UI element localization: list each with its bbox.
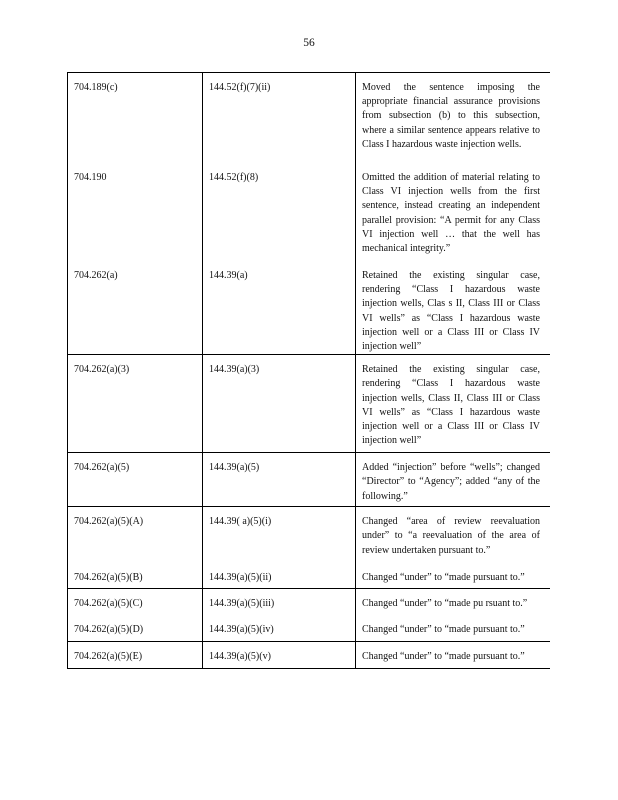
- change-description: Changed “under” to “made pursuant to.”: [362, 651, 525, 663]
- ref-cell: [68, 453, 203, 507]
- il-section-ref: 704.262(a)(5)(D): [74, 624, 144, 636]
- cfr-section-ref: 144.39(a)(5)(iv): [209, 624, 274, 636]
- amendments-table: [67, 72, 550, 669]
- ref-cell: [68, 507, 203, 589]
- description-cell: [356, 453, 551, 507]
- change-description: Retained the existing singular case, rendering “Class I hazardous waste injection wells, Clas s II, Class III or Class VI wells” as “Class I hazardous waste injection well or a Class III or Class IV injection well”: [362, 270, 540, 353]
- ref-cell: [68, 73, 203, 355]
- cfr-cell: [203, 642, 356, 669]
- ref-cell: [68, 355, 203, 453]
- change-description: Changed “under” to “made pursuant to.”: [362, 572, 525, 584]
- cfr-section-ref: 144.39(a)(5)(ii): [209, 572, 272, 584]
- cfr-section-ref: 144.39(a)(5): [209, 462, 260, 474]
- il-section-ref: 704.262(a)(5)(B): [74, 572, 143, 584]
- ref-cell: [68, 642, 203, 669]
- cfr-cell: [203, 453, 356, 507]
- cfr-section-ref: 144.39(a): [209, 270, 248, 281]
- change-description: Changed “under” to “made pursuant to.”: [362, 624, 525, 636]
- change-description: Changed “area of review reevaluation under” to “a reevaluation of the area of review undertaken pursuant to.”: [362, 516, 540, 556]
- table-row: [68, 453, 551, 507]
- il-section-ref: 704.189(c): [74, 82, 118, 93]
- il-section-ref: 704.262(a)(3): [74, 364, 130, 376]
- change-description: Moved the sentence imposing the appropriate financial assurance provisions from subsection (b) to this subsection, where a similar sentence appears relative to Class I hazardous waste injection wells.: [362, 82, 540, 150]
- cfr-section-ref: 144.39( a)(5)(i): [209, 516, 272, 528]
- cfr-section-ref: 144.39(a)(5)(iii): [209, 598, 275, 610]
- ref-cell: [68, 589, 203, 642]
- cfr-section-ref: 144.39(a)(5)(v): [209, 651, 271, 663]
- cfr-section-ref: 144.52(f)(8): [209, 172, 259, 183]
- change-description: Added “injection” before “wells”; changed “Director” to “Agency”; added “any of the following.”: [362, 462, 540, 502]
- table-row: [68, 642, 551, 669]
- change-description: Retained the existing singular case, rendering “Class I hazardous waste injection wells, Class II, Class III or Class VI wells” as “Class I hazardous waste injection well or a Class III or Class IV injection well”: [362, 364, 540, 447]
- description-cell: [356, 507, 551, 589]
- change-description: Changed “under” to “made pu rsuant to.”: [362, 598, 528, 610]
- il-section-ref: 704.262(a)(5)(E): [74, 651, 143, 663]
- cfr-cell: [203, 589, 356, 642]
- cfr-section-ref: 144.39(a)(3): [209, 364, 260, 376]
- change-description: Omitted the addition of material relating to Class VI injection wells from the first sentence, instead creating an independent parallel provision: “A permit for any Class VI injection well … that the well has mechanical integrity.”: [362, 172, 540, 255]
- il-section-ref: 704.262(a)(5): [74, 462, 130, 474]
- cfr-cell: [203, 73, 356, 355]
- il-section-ref: 704.262(a)(5)(A): [74, 516, 144, 528]
- page-number: 56: [303, 37, 315, 49]
- il-section-ref: 704.262(a): [74, 270, 118, 281]
- il-section-ref: 704.262(a)(5)(C): [74, 598, 143, 610]
- table-row: [68, 507, 551, 589]
- description-cell: [356, 589, 551, 642]
- table-row: [68, 73, 551, 355]
- cfr-cell: [203, 355, 356, 453]
- table-row: [68, 355, 551, 453]
- table-row: [68, 589, 551, 642]
- description-cell: [356, 355, 551, 453]
- cfr-section-ref: 144.52(f)(7)(ii): [209, 82, 271, 93]
- description-cell: [356, 73, 551, 355]
- cfr-cell: [203, 507, 356, 589]
- description-cell: [356, 642, 551, 669]
- il-section-ref: 704.190: [74, 172, 107, 183]
